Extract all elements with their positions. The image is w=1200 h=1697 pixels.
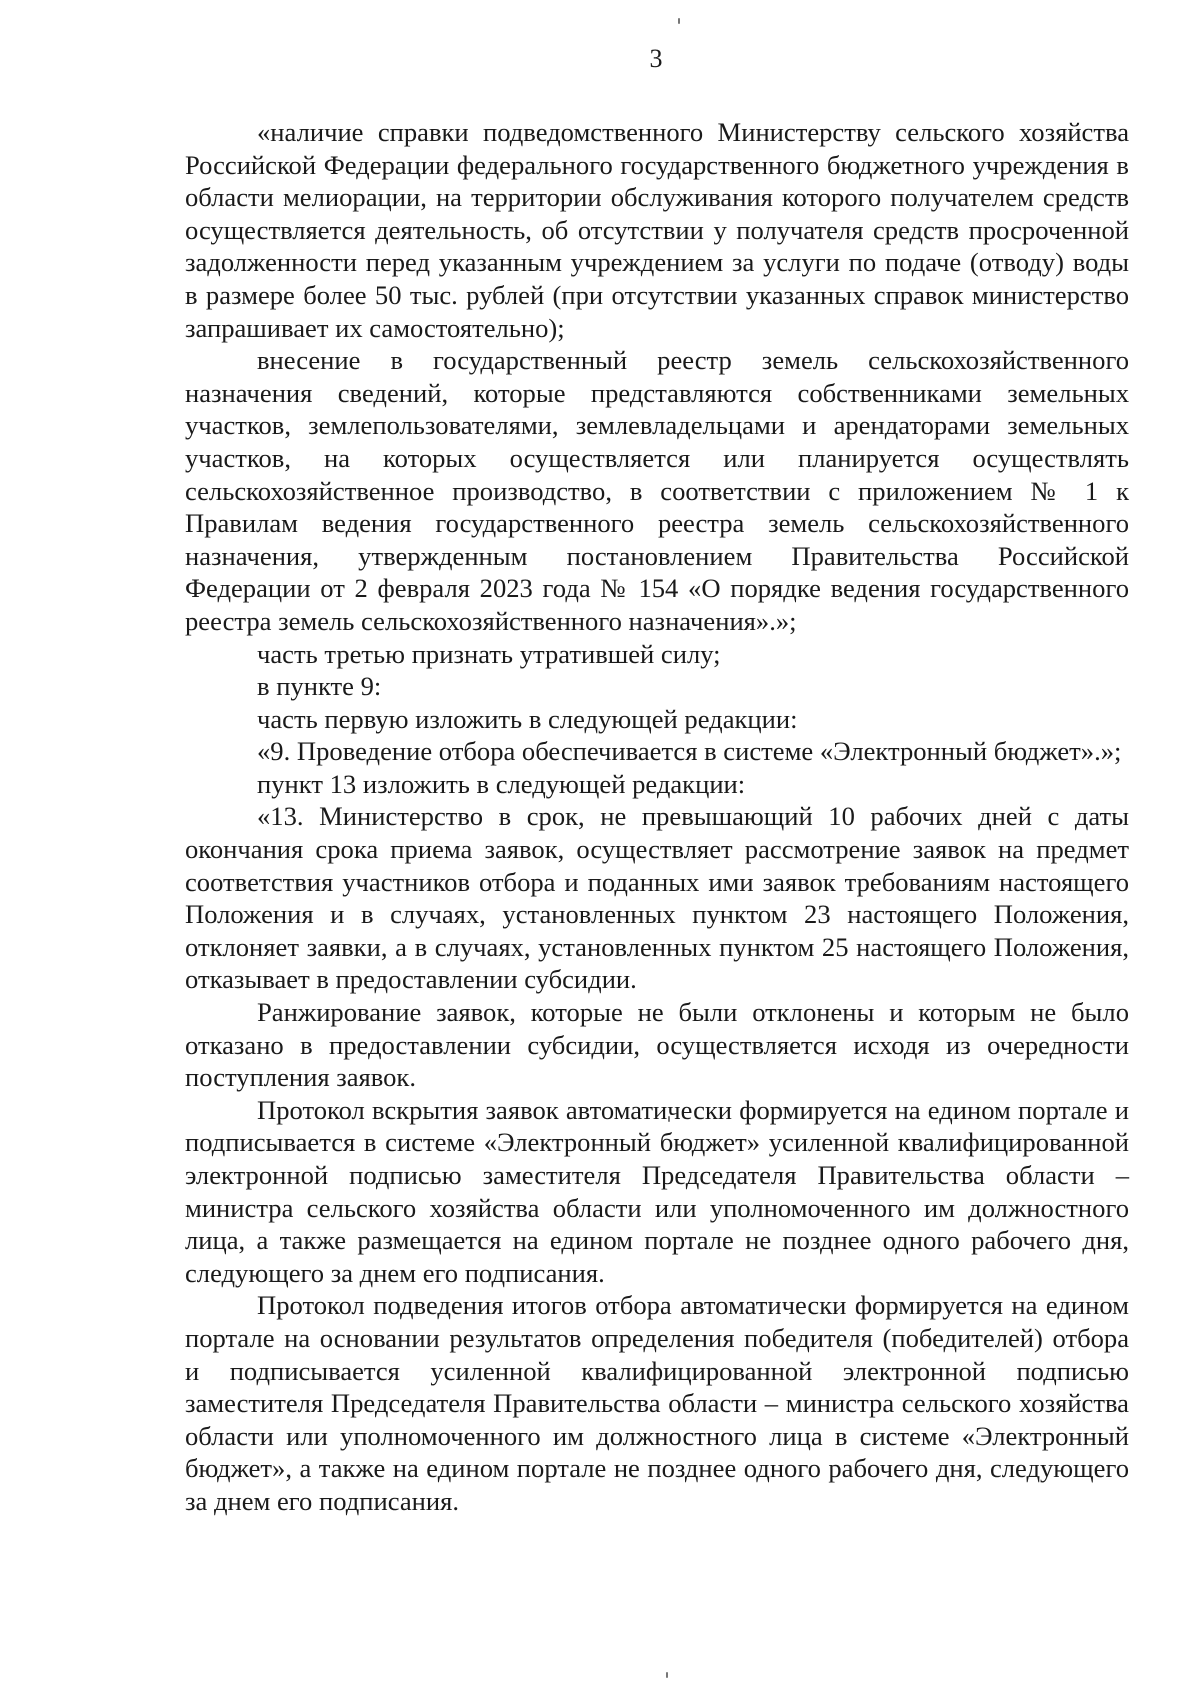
paragraph-part-three-repealed: часть третью признать утратившей силу;: [257, 638, 721, 669]
paragraph-ranking: Ранжирование заявок, которые не были отклонены и которым не было отказано в предоставлении субсидии, осуществляется исходя из очередности поступления заявок.: [185, 997, 1129, 1093]
paragraph-reference-certificate: «наличие справки подведомственного Министерству сельского хозяйства Российской Федерации федерального государственного бюджетного учреждения в области мелиорации, на территории обслуживания которого получателем средств осуществляется деятельность, об отсутствии у получателя средств просроченной задолженности перед указанным учреждением за услуги по подаче (отводу) воды в размере более 50 тыс. рублей (при отсутствии указанных справок министерство запрашивает их самостоятельно);: [185, 117, 1129, 343]
paragraph-opening-protocol: Протокол вскрытия заявок автоматически формируется на едином портале и подписывается в системе «Электронный бюджет» усиленной квалифицированной электронной подписью заместителя Председателя Правительства области – министра сельского хозяйства области или уполномоченного им должностного лица, а также размещается на едином портале не позднее одного рабочего дня, следующего за днем его подписания.: [185, 1094, 1129, 1288]
paragraph-results-protocol: Протокол подведения итогов отбора автоматически формируется на едином портале на основании результатов определения победителя (победителей) отбора и подписывается усиленной квалифицированной электронной подписью заместителя Председателя Правительства области – министра сельского хозяйства области или уполномоченного им должностного лица в системе «Электронный бюджет», а также на едином портале не позднее одного рабочего дня, следующего за днем его подписания.: [185, 1290, 1129, 1516]
paragraph-part-one-wording: часть первую изложить в следующей редакции:: [257, 703, 798, 734]
page-number: 3: [649, 44, 663, 73]
paragraph-point-thirteen-heading: пункт 13 изложить в следующей редакции:: [257, 768, 746, 799]
paragraph-land-registry: внесение в государственный реестр земель сельскохозяйственного назначения сведений, которые представляются собственниками земельных участков, землепользователями, землевладельцами и арендаторами земельных участков, на которых осуществляется или планируется осуществлять сельскохозяйственное производство, в соответствии с приложением № 1 к Правилам ведения государственного реестра земель сельскохозяйственного назначения, утвержденным постановлением Правительства Российской Федерации от 2 февраля 2023 года № 154 «О порядке ведения государственного реестра земель сельскохозяйственного назначения».»;: [185, 345, 1129, 636]
document-body: [185, 116, 1129, 1518]
scan-speck: [666, 1672, 668, 1678]
paragraph-point-nine-heading: в пункте 9:: [257, 671, 382, 702]
paragraph-point-nine-text: «9. Проведение отбора обеспечивается в системе «Электронный бюджет».»;: [257, 736, 1122, 767]
paragraph-point-thirteen-text: «13. Министерство в срок, не превышающий 10 рабочих дней с даты окончания срока приема заявок, осуществляет рассмотрение заявок на предмет соответствия участников отбора и поданных ими заявок требованиям настоящего Положения и в случаях, установленных пунктом 23 настоящего Положения, отклоняет заявки, а в случаях, установленных пунктом 25 настоящего Положения, отказывает в предоставлении субсидии.: [185, 801, 1129, 995]
scan-speck: [678, 18, 680, 24]
